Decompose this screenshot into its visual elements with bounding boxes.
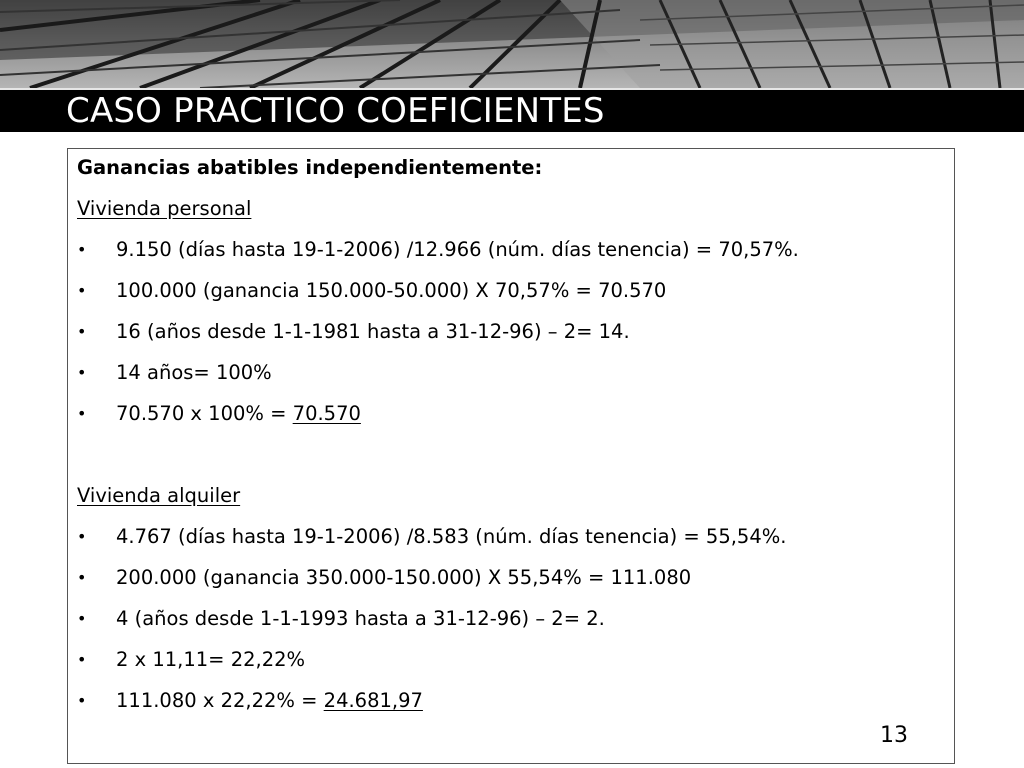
bullet-marker: • bbox=[77, 650, 87, 669]
result-value: 24.681,97 bbox=[323, 689, 423, 712]
header-building-image bbox=[0, 0, 1024, 88]
section-title-vivienda-personal: Vivienda personal bbox=[77, 197, 252, 220]
bullet-marker: • bbox=[77, 404, 87, 423]
list-item: 14 años= 100% bbox=[116, 361, 272, 384]
bullet-marker: • bbox=[77, 363, 87, 382]
content-heading: Ganancias abatibles independientemente: bbox=[77, 156, 543, 179]
bullet-marker: • bbox=[77, 240, 87, 259]
result-expression: 111.080 x 22,22% = bbox=[116, 689, 324, 712]
bullet-marker: • bbox=[77, 322, 87, 341]
section-title-vivienda-alquiler: Vivienda alquiler bbox=[77, 484, 241, 507]
result-expression: 70.570 x 100% = bbox=[116, 402, 293, 425]
list-item: 200.000 (ganancia 350.000-150.000) X 55,54% = 111.080 bbox=[116, 566, 692, 589]
list-item: 4 (años desde 1-1-1993 hasta a 31-12-96) – 2= 2. bbox=[116, 607, 605, 630]
page-number: 13 bbox=[880, 723, 908, 748]
list-item bbox=[116, 401, 361, 427]
bullet-marker: • bbox=[77, 281, 87, 300]
list-item: 4.767 (días hasta 19-1-2006) /8.583 (núm. días tenencia) = 55,54%. bbox=[116, 525, 787, 548]
bullet-marker: • bbox=[77, 527, 87, 546]
bullet-marker: • bbox=[77, 568, 87, 587]
list-item: 16 (años desde 1-1-1981 hasta a 31-12-96) – 2= 14. bbox=[116, 320, 630, 343]
result-value: 70.570 bbox=[292, 402, 361, 425]
building-glass-pattern bbox=[0, 0, 1024, 88]
list-item: 2 x 11,11= 22,22% bbox=[116, 648, 306, 671]
list-item: 100.000 (ganancia 150.000-50.000) X 70,57% = 70.570 bbox=[116, 279, 667, 302]
list-item bbox=[116, 688, 423, 714]
list-item: 9.150 (días hasta 19-1-2006) /12.966 (núm. días tenencia) = 70,57%. bbox=[116, 238, 799, 261]
slide-title: CASO PRACTICO COEFICIENTES bbox=[66, 91, 605, 131]
bullet-marker: • bbox=[77, 691, 87, 710]
bullet-marker: • bbox=[77, 609, 87, 628]
